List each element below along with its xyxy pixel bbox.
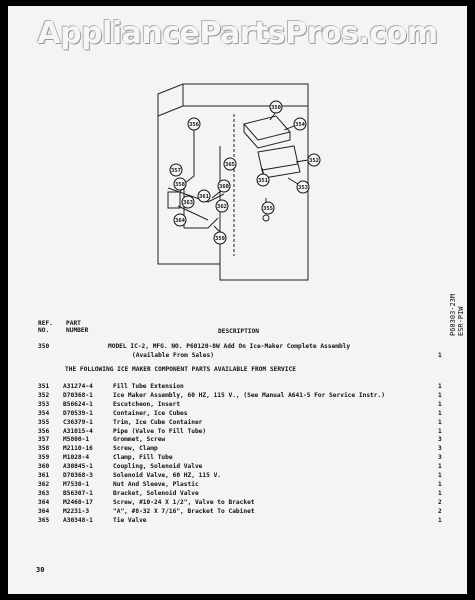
part-qty: 1 (438, 480, 442, 488)
callout-label-355: 355 (263, 206, 273, 212)
part-ref: 353 (38, 400, 50, 408)
callout-label-358: 358 (175, 182, 185, 188)
part-description: Pipe (Valve To Fill Tube) (113, 427, 207, 435)
parts-row (8, 481, 467, 490)
part-number: D70368-3 (63, 472, 93, 479)
parts-row (8, 508, 467, 517)
callout-365 (224, 158, 236, 170)
callout-label-359: 359 (215, 236, 225, 242)
callout-label-356: 356 (189, 122, 199, 128)
part-ref: 365 (38, 516, 50, 524)
callout-361 (198, 190, 210, 202)
parts-row (8, 445, 467, 454)
parts-row (8, 517, 467, 526)
part-description: Screw, #10-24 X 1/2", Valve to Bracket (113, 498, 255, 506)
part-number: B56307-1 (63, 489, 93, 497)
parts-row (8, 490, 467, 499)
part-description: Trim, Ice Cube Container (113, 418, 203, 426)
parts-row (8, 419, 467, 428)
part-ref: 360 (38, 463, 50, 471)
part-ref: 354 (38, 409, 50, 417)
parts-row (8, 463, 467, 472)
part-qty: 3 (438, 436, 442, 444)
site-watermark: AppliancePartsPros.com (37, 16, 438, 51)
part-qty: 1 (438, 418, 442, 426)
part-qty: 1 (438, 391, 442, 399)
part-number: M2110-16 (63, 445, 93, 453)
part-ref: 359 (38, 454, 50, 462)
part-ref: 363 (38, 489, 50, 497)
part-qty: 2 (438, 498, 442, 506)
part-qty: 1 (438, 409, 442, 417)
part-ref: 357 (38, 436, 50, 444)
callout-354 (294, 118, 306, 130)
part-ref: 351 (38, 383, 50, 390)
callout-label-351: 351 (258, 178, 268, 184)
part-ref: 355 (38, 418, 50, 426)
part-ref: 356 (38, 427, 50, 435)
part-number: M7530-1 (63, 480, 90, 488)
part-description: Coupling, Solenoid Valve (113, 463, 203, 471)
part-number: A30348-1 (63, 516, 93, 524)
part-qty: 1 (438, 400, 442, 408)
callout-357 (170, 164, 182, 176)
callout-353 (297, 181, 309, 193)
part-ref: 364 (38, 507, 50, 515)
parts-row (8, 428, 467, 437)
part-ref: 361 (38, 472, 50, 479)
callout-356 (188, 118, 200, 130)
callout-350 (270, 101, 282, 113)
parts-row (8, 392, 467, 401)
part-qty: 1 (438, 516, 442, 524)
model-ref: 350 (38, 343, 50, 350)
part-number: A31015-4 (63, 427, 93, 435)
part-number: A31274-4 (63, 383, 93, 390)
callout-355 (262, 202, 274, 214)
parts-sheet (8, 6, 467, 594)
part-qty: 1 (438, 383, 442, 390)
part-number: M1028-4 (63, 454, 90, 462)
model-availability: (Available From Sales) (132, 352, 214, 359)
page-number: 30 (36, 566, 45, 574)
header-description: DESCRIPTION (218, 328, 259, 335)
callout-352 (308, 154, 320, 166)
part-qty: 3 (438, 454, 442, 462)
part-description: Tie Valve (113, 516, 147, 524)
part-qty: 1 (438, 472, 442, 479)
part-qty: 3 (438, 445, 442, 453)
callout-label-361: 361 (199, 194, 209, 200)
callout-label-353: 353 (298, 185, 308, 191)
part-description: Ice Maker Assembly, 60 HZ, 115 V., (See Manual A641-5 For Service Instr.) (113, 391, 385, 399)
part-description: Clamp, Fill Tube (113, 454, 173, 462)
part-number: M2231-3 (63, 507, 90, 515)
callout-363 (182, 196, 194, 208)
model-description: MODEL IC-2, MFG. NO. P60120-8W Add On Ice-Maker Complete Assembly (108, 343, 351, 350)
callout-label-360: 360 (219, 184, 229, 190)
parts-row (8, 454, 467, 463)
part-qty: 1 (438, 463, 442, 471)
part-description: Container, Ice Cubes (113, 409, 188, 417)
part-number: A30845-1 (63, 463, 93, 471)
part-qty: 1 (438, 489, 442, 497)
part-number: B56624-1 (63, 400, 93, 408)
parts-row (8, 472, 467, 481)
part-number: D70539-1 (63, 409, 93, 417)
callout-label-364: 364 (175, 218, 185, 224)
callout-360 (218, 180, 230, 192)
part-number: C36379-1 (63, 418, 93, 426)
part-number: M5800-1 (63, 436, 90, 444)
callout-362 (216, 200, 228, 212)
callout-label-350: 350 (271, 105, 281, 111)
part-description: Screw, Clamp (113, 445, 158, 453)
part-ref: 352 (38, 391, 50, 399)
part-description: Solenoid Valve, 60 HZ, 115 V. (113, 472, 222, 479)
callout-label-357: 357 (171, 168, 181, 174)
section-title: THE FOLLOWING ICE MAKER COMPONENT PARTS AVAILABLE FROM SERVICE (65, 366, 296, 373)
part-qty: 2 (438, 507, 442, 515)
parts-row (8, 383, 467, 392)
parts-row (8, 436, 467, 445)
part-ref: 362 (38, 480, 50, 488)
callout-359 (214, 232, 226, 244)
parts-row (8, 499, 467, 508)
exploded-diagram (8, 6, 467, 306)
side-code-secondary: ESR-PIW (457, 306, 465, 336)
parts-row (8, 401, 467, 410)
callout-label-354: 354 (295, 122, 305, 128)
header-part: PART NUMBER (66, 320, 89, 334)
model-qty: 1 (438, 352, 442, 359)
part-number: D70368-1 (63, 391, 93, 399)
part-description: Escutcheon, Insert (113, 400, 181, 408)
callout-label-363: 363 (183, 200, 193, 206)
callout-351 (257, 174, 269, 186)
callout-label-362: 362 (217, 204, 227, 210)
part-description: Bracket, Solenoid Valve (113, 489, 199, 497)
parts-row (8, 410, 467, 419)
header-ref: REF. NO. (38, 320, 53, 334)
callout-label-365: 365 (225, 162, 235, 168)
part-description: Nut And Sleeve, Plastic (113, 480, 199, 488)
side-code-primary: P60303-23M (449, 293, 457, 336)
part-ref: 364 (38, 498, 50, 506)
part-qty: 1 (438, 427, 442, 435)
callout-364 (174, 214, 186, 226)
part-ref: 358 (38, 445, 50, 453)
part-description: "A", #8-32 X 7/16", Bracket To Cabinet (113, 507, 255, 515)
model-row-line2 (8, 352, 467, 361)
part-description: Fill Tube Extension (113, 383, 184, 390)
part-description: Grommet, Screw (113, 436, 166, 444)
callout-label-352: 352 (309, 158, 319, 164)
callout-358 (174, 178, 186, 190)
part-number: M2460-17 (63, 498, 93, 506)
